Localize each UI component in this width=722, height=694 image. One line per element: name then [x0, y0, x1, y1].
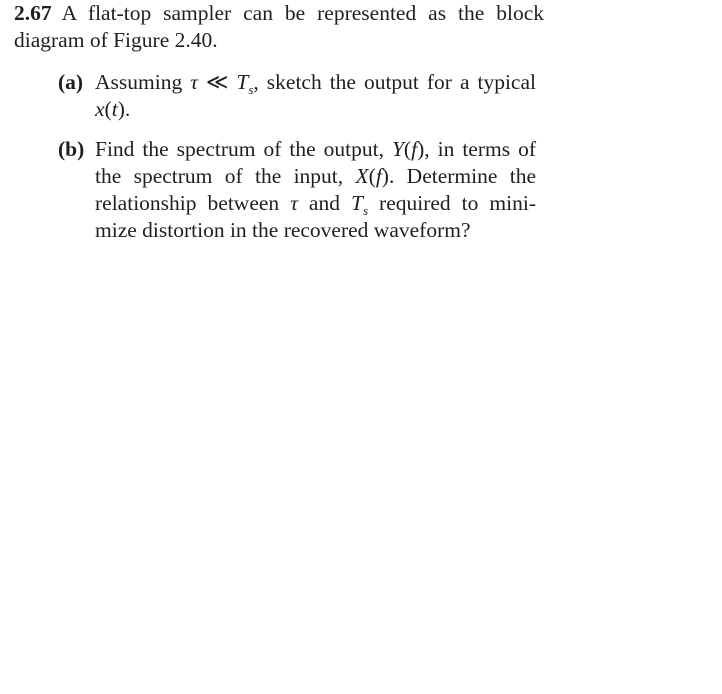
part-a-label: (a) — [58, 70, 84, 94]
part-a-line-2: x(t). — [95, 97, 131, 121]
part-b-line-1: Find the spectrum of the output, Y(f), in terms of — [95, 137, 536, 161]
problem-intro-line-2: diagram of Figure 2.40. — [14, 28, 218, 52]
part-a — [58, 69, 536, 123]
part-b-line-4: mize distortion in the recovered waveform? — [95, 218, 471, 242]
part-b-line-2: the spectrum of the input, X(f). Determine the — [95, 164, 536, 188]
part-b — [58, 136, 536, 244]
problem-intro-text-1: A flat-top sampler can be represented as the block — [61, 1, 544, 25]
part-a-line-1: Assuming τ ≪ $T_s$, sketch the output for a typical — [95, 70, 536, 97]
problem-intro-line-1 — [14, 0, 544, 27]
part-b-line-3: relationship between τ and $T_s$ required to mini- — [95, 191, 537, 218]
part-b-label: (b) — [58, 137, 85, 161]
problem-2-67 — [14, 0, 544, 244]
problem-number: 2.67 — [14, 1, 52, 25]
